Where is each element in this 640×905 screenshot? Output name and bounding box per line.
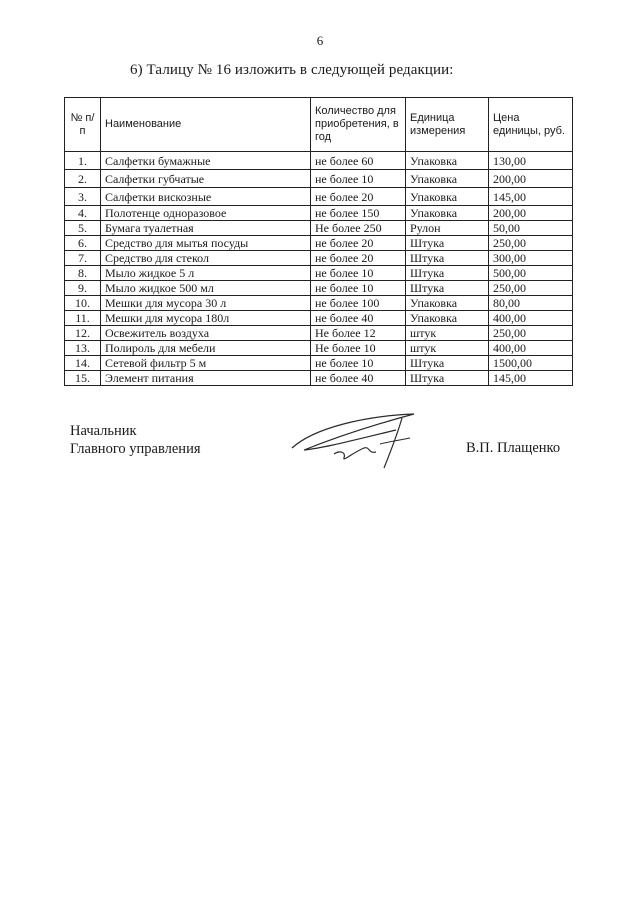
cell-quantity: не более 20 bbox=[311, 188, 406, 206]
cell-unit: штук bbox=[406, 326, 489, 341]
cell-price: 130,00 bbox=[489, 152, 573, 170]
cell-quantity: не более 10 bbox=[311, 170, 406, 188]
cell-unit: Штука bbox=[406, 281, 489, 296]
header-quantity: Количество для приобретения, в год bbox=[311, 98, 406, 152]
cell-num: 7. bbox=[65, 251, 101, 266]
table-row bbox=[65, 266, 573, 281]
cell-num: 8. bbox=[65, 266, 101, 281]
cell-name: Салфетки вискозные bbox=[101, 188, 311, 206]
table-header-row bbox=[65, 98, 573, 152]
cell-num: 15. bbox=[65, 371, 101, 386]
cell-price: 145,00 bbox=[489, 188, 573, 206]
cell-price: 500,00 bbox=[489, 266, 573, 281]
cell-name: Мыло жидкое 500 мл bbox=[101, 281, 311, 296]
cell-name: Салфетки бумажные bbox=[101, 152, 311, 170]
cell-unit: Рулон bbox=[406, 221, 489, 236]
table-row bbox=[65, 356, 573, 371]
cell-name: Салфетки губчатые bbox=[101, 170, 311, 188]
cell-num: 11. bbox=[65, 311, 101, 326]
cell-name: Полироль для мебели bbox=[101, 341, 311, 356]
cell-price: 250,00 bbox=[489, 236, 573, 251]
cell-quantity: не более 10 bbox=[311, 281, 406, 296]
table-row bbox=[65, 251, 573, 266]
cell-unit: Упаковка bbox=[406, 170, 489, 188]
table-row bbox=[65, 236, 573, 251]
cell-price: 80,00 bbox=[489, 296, 573, 311]
cell-price: 300,00 bbox=[489, 251, 573, 266]
table-row bbox=[65, 188, 573, 206]
cell-quantity: не более 40 bbox=[311, 371, 406, 386]
cell-quantity: не более 100 bbox=[311, 296, 406, 311]
cell-price: 200,00 bbox=[489, 170, 573, 188]
cell-quantity: Не более 12 bbox=[311, 326, 406, 341]
table-row bbox=[65, 221, 573, 236]
cell-num: 9. bbox=[65, 281, 101, 296]
cell-unit: Штука bbox=[406, 266, 489, 281]
cell-name: Средство для стекол bbox=[101, 251, 311, 266]
cell-unit: Упаковка bbox=[406, 188, 489, 206]
cell-num: 1. bbox=[65, 152, 101, 170]
header-num: № п/п bbox=[65, 98, 101, 152]
cell-unit: штук bbox=[406, 341, 489, 356]
cell-quantity: не более 40 bbox=[311, 311, 406, 326]
cell-name: Мешки для мусора 30 л bbox=[101, 296, 311, 311]
cell-num: 10. bbox=[65, 296, 101, 311]
cell-num: 5. bbox=[65, 221, 101, 236]
cell-num: 14. bbox=[65, 356, 101, 371]
cell-unit: Штука bbox=[406, 356, 489, 371]
cell-name: Средство для мытья посуды bbox=[101, 236, 311, 251]
table-row bbox=[65, 170, 573, 188]
signer-title bbox=[70, 422, 201, 458]
table-row bbox=[65, 326, 573, 341]
cell-unit: Упаковка bbox=[406, 311, 489, 326]
cell-num: 2. bbox=[65, 170, 101, 188]
cell-price: 200,00 bbox=[489, 206, 573, 221]
cell-price: 250,00 bbox=[489, 326, 573, 341]
header-name: Наименование bbox=[101, 98, 311, 152]
table-row bbox=[65, 206, 573, 221]
cell-unit: Упаковка bbox=[406, 152, 489, 170]
cell-unit: Упаковка bbox=[406, 206, 489, 221]
table-row bbox=[65, 281, 573, 296]
header-unit: Единица измерения bbox=[406, 98, 489, 152]
cell-num: 4. bbox=[65, 206, 101, 221]
cell-num: 6. bbox=[65, 236, 101, 251]
cell-num: 3. bbox=[65, 188, 101, 206]
cell-unit: Упаковка bbox=[406, 296, 489, 311]
cell-name: Освежитель воздуха bbox=[101, 326, 311, 341]
page-number: 6 bbox=[316, 33, 324, 48]
handwritten-signature bbox=[284, 408, 424, 478]
cell-quantity: Не более 250 bbox=[311, 221, 406, 236]
cell-price: 400,00 bbox=[489, 311, 573, 326]
cell-price: 145,00 bbox=[489, 371, 573, 386]
cell-name: Полотенце одноразовое bbox=[101, 206, 311, 221]
cell-unit: Штука bbox=[406, 236, 489, 251]
signer-title-line2: Главного управления bbox=[70, 441, 201, 457]
cell-quantity: не более 20 bbox=[311, 236, 406, 251]
cell-quantity: Не более 10 bbox=[311, 341, 406, 356]
cell-name: Мешки для мусора 180л bbox=[101, 311, 311, 326]
cell-name: Элемент питания bbox=[101, 371, 311, 386]
table-row bbox=[65, 371, 573, 386]
table-row bbox=[65, 296, 573, 311]
cell-quantity: не более 10 bbox=[311, 266, 406, 281]
table-row bbox=[65, 311, 573, 326]
cell-quantity: не более 60 bbox=[311, 152, 406, 170]
table-row bbox=[65, 341, 573, 356]
cell-price: 1500,00 bbox=[489, 356, 573, 371]
cell-name: Бумага туалетная bbox=[101, 221, 311, 236]
cell-quantity: не более 20 bbox=[311, 251, 406, 266]
cell-unit: Штука bbox=[406, 371, 489, 386]
cell-price: 400,00 bbox=[489, 341, 573, 356]
signer-title-line1: Начальник bbox=[70, 423, 137, 439]
table-row bbox=[65, 152, 573, 170]
cell-quantity: не более 10 bbox=[311, 356, 406, 371]
items-table bbox=[64, 97, 573, 386]
cell-name: Сетевой фильтр 5 м bbox=[101, 356, 311, 371]
cell-price: 250,00 bbox=[489, 281, 573, 296]
cell-quantity: не более 150 bbox=[311, 206, 406, 221]
header-price: Цена единицы, руб. bbox=[489, 98, 573, 152]
signer-name: В.П. Плащенко bbox=[466, 440, 561, 456]
cell-price: 50,00 bbox=[489, 221, 573, 236]
intro-text: 6) Талицу № 16 изложить в следующей редакции: bbox=[130, 62, 454, 78]
cell-num: 12. bbox=[65, 326, 101, 341]
cell-num: 13. bbox=[65, 341, 101, 356]
cell-unit: Штука bbox=[406, 251, 489, 266]
cell-name: Мыло жидкое 5 л bbox=[101, 266, 311, 281]
